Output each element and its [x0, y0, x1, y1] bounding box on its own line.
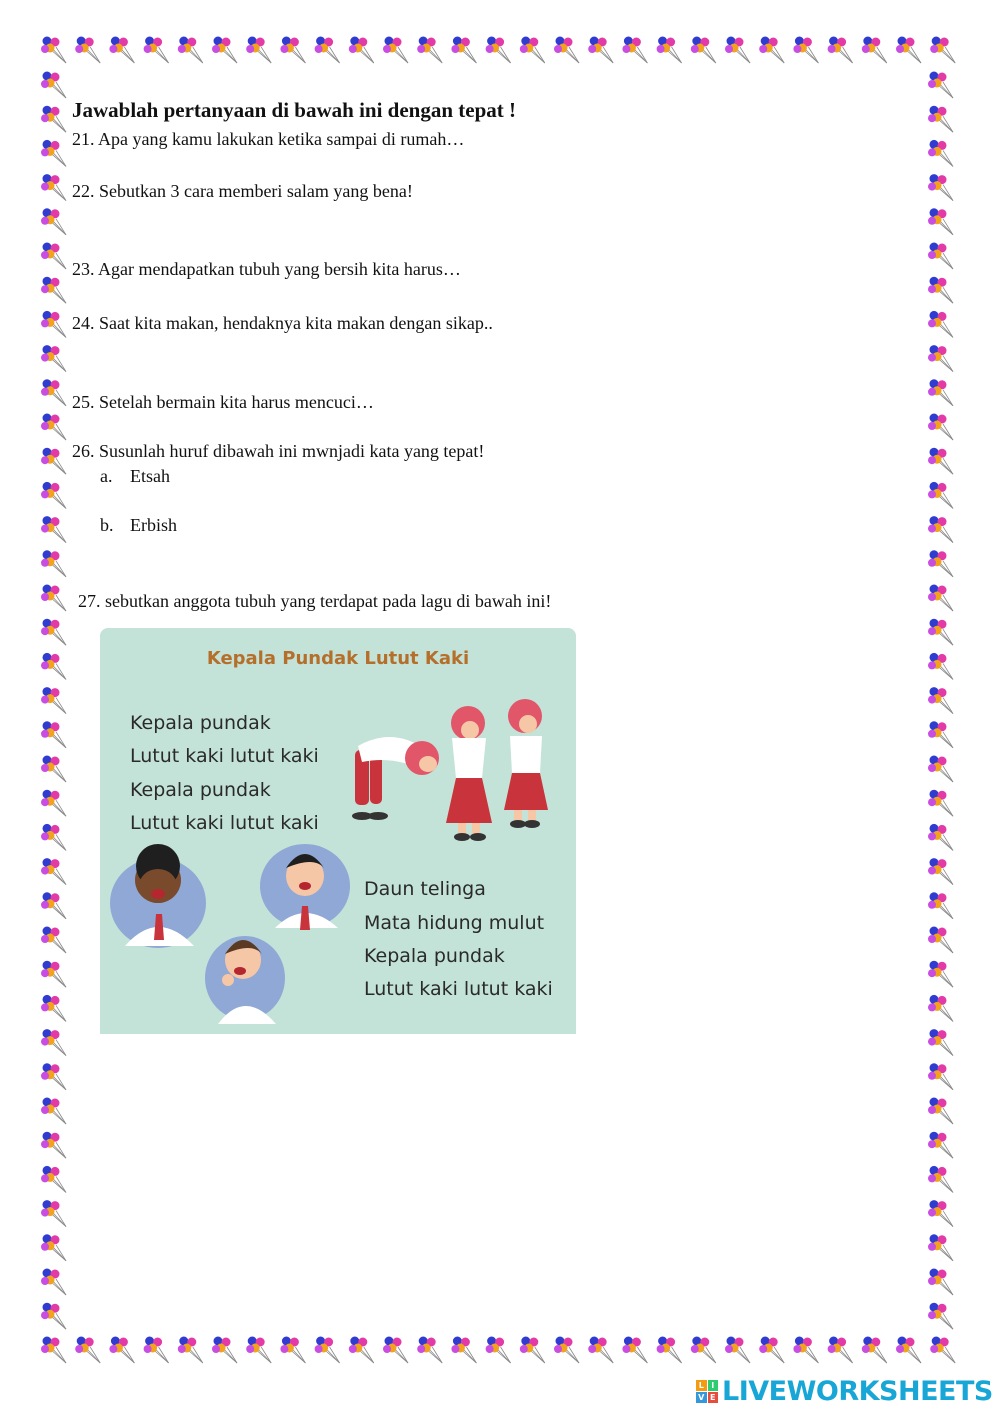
question-22: 22. Sebutkan 3 cara memberi salam yang bena!	[72, 181, 413, 201]
balloon-decoration	[41, 1029, 66, 1056]
balloon-decoration	[928, 995, 953, 1022]
balloon-decoration	[828, 37, 853, 64]
balloon-decoration	[928, 790, 953, 817]
balloon-decoration	[280, 1337, 305, 1364]
question-21: 21. Apa yang kamu lakukan ketika sampai di rumah…	[72, 129, 465, 149]
lyric-line: Kepala pundak	[130, 779, 271, 801]
balloon-decoration	[928, 345, 953, 372]
balloon-decoration	[212, 1337, 237, 1364]
balloon-decoration	[41, 1166, 66, 1193]
balloon-decoration	[41, 1098, 66, 1125]
balloon-decoration	[451, 1337, 476, 1364]
balloon-decoration	[928, 243, 953, 270]
scramble-letter: a.	[100, 466, 113, 486]
balloon-decoration	[41, 1063, 66, 1090]
lyric-line: Kepala pundak	[364, 945, 505, 967]
balloon-decoration	[41, 277, 66, 304]
question-23: 23. Agar mendapatkan tubuh yang bersih kita harus…	[72, 259, 461, 279]
balloon-decoration	[928, 1166, 953, 1193]
balloon-decoration	[41, 208, 66, 235]
song-title: Kepala Pundak Lutut Kaki	[206, 648, 470, 669]
balloon-decoration	[928, 1234, 953, 1261]
balloon-decoration	[486, 1337, 511, 1364]
balloon-decoration	[691, 1337, 716, 1364]
balloon-decoration	[588, 37, 613, 64]
balloon-decoration	[41, 414, 66, 441]
balloon-decoration	[349, 1337, 374, 1364]
balloon-decoration	[759, 37, 784, 64]
balloon-decoration	[315, 37, 340, 64]
balloon-decoration	[383, 37, 408, 64]
balloon-decoration	[793, 37, 818, 64]
balloon-decoration	[41, 1234, 66, 1261]
question-25: 25. Setelah bermain kita harus mencuci…	[72, 392, 374, 412]
brand-logo-icon	[696, 1380, 718, 1402]
balloon-decoration	[41, 721, 66, 748]
balloon-decoration	[41, 585, 66, 612]
balloon-decoration	[928, 448, 953, 475]
balloon-decoration	[41, 140, 66, 167]
balloon-decoration	[928, 927, 953, 954]
balloon-decoration	[75, 1337, 100, 1364]
balloon-decoration	[928, 1029, 953, 1056]
balloon-decoration	[928, 1303, 953, 1330]
boy-mouth-figure	[205, 936, 285, 1024]
lyric-line: Lutut kaki lutut kaki	[364, 978, 553, 1000]
balloon-decoration	[178, 1337, 203, 1364]
balloon-decoration	[896, 1337, 921, 1364]
page-title: Jawablah pertanyaan di bawah ini dengan tepat !	[72, 98, 517, 122]
girl-head-figure	[504, 699, 548, 828]
balloon-decoration	[896, 37, 921, 64]
balloon-decoration	[41, 482, 66, 509]
balloon-decoration	[41, 379, 66, 406]
balloon-decoration	[928, 208, 953, 235]
scramble-word: Etsah	[130, 466, 170, 486]
question-24: 24. Saat kita makan, hendaknya kita makan dengan sikap..	[72, 313, 493, 333]
question-26: 26. Susunlah huruf dibawah ini mwnjadi kata yang tepat!	[72, 441, 485, 461]
balloon-decoration	[691, 37, 716, 64]
song-illustration	[100, 628, 576, 1034]
balloon-decoration	[486, 37, 511, 64]
balloon-decoration	[41, 174, 66, 201]
brand-logo-cell: E	[708, 1392, 719, 1403]
brand-logo-cell: I	[708, 1380, 719, 1391]
balloon-decoration	[41, 72, 66, 99]
balloon-decoration	[417, 37, 442, 64]
balloon-decoration	[928, 961, 953, 988]
balloon-decoration	[928, 585, 953, 612]
balloon-decoration	[246, 37, 271, 64]
balloon-decoration	[657, 37, 682, 64]
balloon-decoration	[246, 1337, 271, 1364]
balloon-decoration	[41, 1132, 66, 1159]
balloon-decoration	[928, 1200, 953, 1227]
boy-ears-figure	[260, 844, 350, 930]
balloon-decoration	[928, 379, 953, 406]
balloon-decoration	[109, 37, 134, 64]
balloon-decoration	[928, 858, 953, 885]
balloon-decoration	[41, 1269, 66, 1296]
balloon-decoration	[928, 824, 953, 851]
balloon-decoration	[928, 277, 953, 304]
balloon-decoration	[928, 311, 953, 338]
liveworksheets-brand	[696, 1374, 993, 1408]
balloon-decoration	[109, 1337, 134, 1364]
balloon-decoration	[862, 1337, 887, 1364]
scramble-item-b	[100, 515, 177, 536]
balloon-decoration	[588, 1337, 613, 1364]
balloon-decoration	[178, 37, 203, 64]
lyric-line: Daun telinga	[364, 878, 486, 900]
boy-shoulders-figure	[110, 844, 206, 948]
scramble-item-a	[100, 466, 170, 487]
balloon-decoration	[928, 414, 953, 441]
balloon-decoration	[212, 37, 237, 64]
balloon-decoration	[144, 37, 169, 64]
balloon-decoration	[928, 1269, 953, 1296]
balloon-decoration	[520, 1337, 545, 1364]
scramble-word: Erbish	[130, 515, 177, 535]
balloon-decoration	[41, 995, 66, 1022]
balloon-decoration	[554, 37, 579, 64]
balloon-decoration	[41, 961, 66, 988]
balloon-decoration	[520, 37, 545, 64]
balloon-decoration	[451, 37, 476, 64]
balloon-decoration	[41, 311, 66, 338]
lyric-line: Lutut kaki lutut kaki	[130, 812, 319, 834]
balloon-decoration	[725, 37, 750, 64]
girl-bending-figure	[352, 737, 439, 820]
balloon-decoration	[41, 106, 66, 133]
balloon-decoration	[554, 1337, 579, 1364]
balloon-decoration	[928, 653, 953, 680]
balloon-decoration	[41, 653, 66, 680]
balloon-decoration	[930, 37, 955, 64]
balloon-decoration	[928, 1063, 953, 1090]
balloon-decoration	[928, 72, 953, 99]
balloon-decoration	[928, 619, 953, 646]
balloon-decoration	[41, 448, 66, 475]
balloon-decoration	[793, 1337, 818, 1364]
balloon-decoration	[41, 550, 66, 577]
balloon-decoration	[41, 1200, 66, 1227]
balloon-decoration	[928, 687, 953, 714]
balloon-decoration	[41, 824, 66, 851]
lyric-line: Lutut kaki lutut kaki	[130, 745, 319, 767]
brand-logo-cell: V	[696, 1392, 707, 1403]
balloon-decoration	[41, 243, 66, 270]
balloon-decoration	[144, 1337, 169, 1364]
brand-logo-cell: L	[696, 1380, 707, 1391]
balloon-decoration	[41, 756, 66, 783]
lyric-line: Kepala pundak	[130, 712, 271, 734]
balloon-decoration	[75, 37, 100, 64]
balloon-decoration	[928, 892, 953, 919]
balloon-decoration	[41, 345, 66, 372]
balloon-decoration	[862, 37, 887, 64]
balloon-decoration	[41, 1303, 66, 1330]
balloon-decoration	[928, 721, 953, 748]
balloon-decoration	[315, 1337, 340, 1364]
balloon-decoration	[41, 892, 66, 919]
balloon-decoration	[622, 1337, 647, 1364]
balloon-decoration	[41, 927, 66, 954]
balloon-decoration	[280, 37, 305, 64]
balloon-decoration	[41, 619, 66, 646]
balloon-decoration	[928, 756, 953, 783]
balloon-decoration	[928, 516, 953, 543]
balloon-decoration	[725, 1337, 750, 1364]
balloon-decoration	[828, 1337, 853, 1364]
balloon-decoration	[417, 1337, 442, 1364]
balloon-decoration	[41, 516, 66, 543]
balloon-decoration	[928, 1132, 953, 1159]
question-27: 27. sebutkan anggota tubuh yang terdapat pada lagu di bawah ini!	[78, 591, 552, 611]
balloon-decoration	[928, 482, 953, 509]
balloon-decoration	[41, 858, 66, 885]
balloon-decoration	[41, 790, 66, 817]
balloon-decoration	[41, 37, 66, 64]
balloon-decoration	[383, 1337, 408, 1364]
balloon-decoration	[349, 37, 374, 64]
girl-shoulders-figure	[446, 706, 492, 841]
balloon-decoration	[41, 687, 66, 714]
balloon-decoration	[41, 1337, 66, 1364]
balloon-decoration	[928, 550, 953, 577]
balloon-decoration	[759, 1337, 784, 1364]
balloon-decoration	[657, 1337, 682, 1364]
balloon-decoration	[928, 174, 953, 201]
balloon-decoration	[928, 106, 953, 133]
scramble-letter: b.	[100, 515, 114, 535]
lyric-line: Mata hidung mulut	[364, 912, 545, 934]
balloon-decoration	[928, 1098, 953, 1125]
brand-name: LIVEWORKSHEETS	[722, 1375, 993, 1407]
balloon-decoration	[930, 1337, 955, 1364]
balloon-decoration	[622, 37, 647, 64]
balloon-decoration	[928, 140, 953, 167]
